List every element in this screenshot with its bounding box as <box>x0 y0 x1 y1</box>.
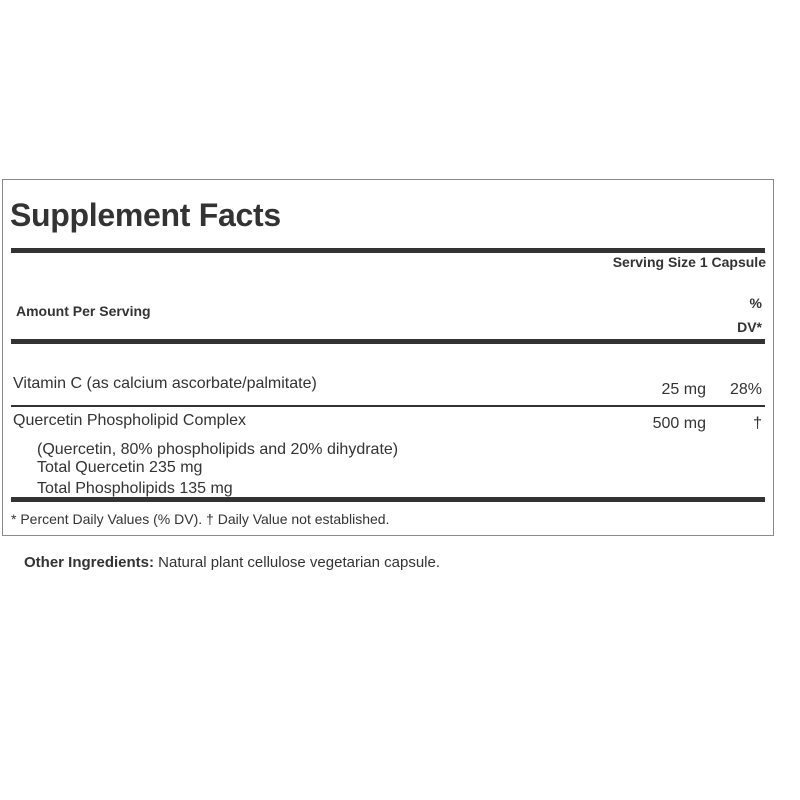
nutrient-dv-quercetin: † <box>753 415 762 432</box>
total-quercetin: Total Quercetin 235 mg <box>37 459 203 476</box>
header-divider <box>11 339 765 344</box>
amount-per-serving-label: Amount Per Serving <box>16 303 151 319</box>
other-ingredients <box>24 554 440 571</box>
dv-header-dv: DV* <box>737 319 762 335</box>
other-ingredients-label: Other Ingredients: <box>24 554 155 571</box>
title-divider <box>11 248 765 253</box>
dv-header-percent: % <box>749 295 762 311</box>
panel-title: Supplement Facts <box>10 197 281 233</box>
other-ingredients-text: Natural plant cellulose vegetarian capsule. <box>154 554 441 571</box>
nutrient-dv-vitamin-c: 28% <box>729 381 762 398</box>
daily-value-footnote: * Percent Daily Values (% DV). † Daily Value not established. <box>11 511 390 527</box>
footer-divider <box>11 497 765 502</box>
total-phospholipids: Total Phospholipids 135 mg <box>37 480 233 497</box>
quercetin-detail: (Quercetin, 80% phospholipids and 20% dihydrate) <box>37 441 399 458</box>
nutrient-name-quercetin: Quercetin Phospholipid Complex <box>13 412 247 429</box>
nutrient-amount-quercetin: 500 mg <box>652 415 706 432</box>
nutrient-amount-vitamin-c: 25 mg <box>661 381 706 398</box>
dv-column-header <box>722 291 762 339</box>
serving-size: Serving Size 1 Capsule <box>612 254 766 270</box>
row-divider <box>11 405 765 407</box>
nutrient-name-vitamin-c: Vitamin C (as calcium ascorbate/palmitate) <box>13 375 317 392</box>
